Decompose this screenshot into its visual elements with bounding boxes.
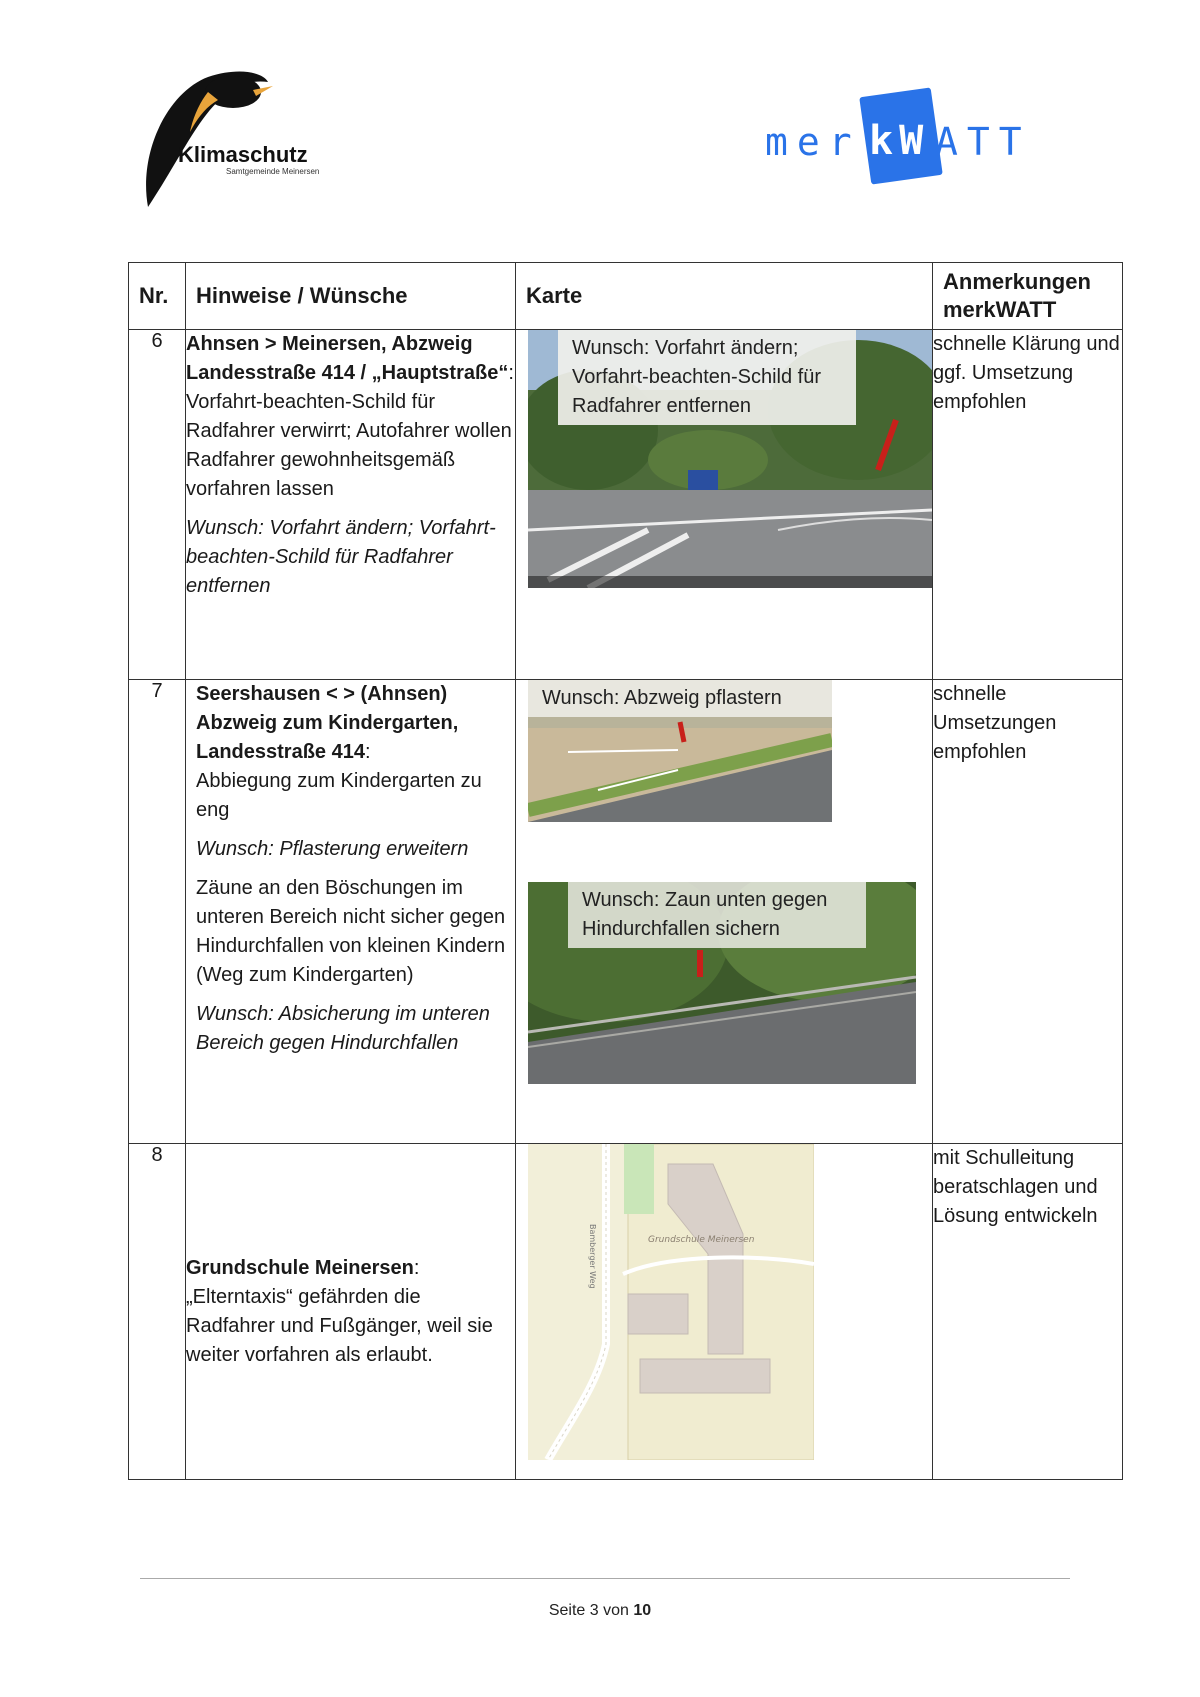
row-hinweise	[186, 680, 516, 1144]
table-row	[129, 680, 1123, 1144]
row-title: Seershausen < > (Ahnsen) Abzweig zum Kindergarten, Landesstraße 414	[196, 683, 459, 763]
merkwatt-logo-post: ATT	[935, 120, 1031, 164]
row-title: Grundschule Meinersen	[186, 1256, 414, 1279]
row-karte	[516, 1144, 933, 1480]
row-wish: Wunsch: Vorfahrt ändern; Vorfahrt-beachten-Schild für Radfahrer entfernen	[186, 517, 496, 597]
row-anmerkung: schnelle Umsetzungen empfohlen	[933, 680, 1123, 1144]
row-title-suffix: :	[413, 1256, 420, 1279]
row-number: 6	[129, 330, 186, 680]
header-karte: Karte	[516, 263, 933, 330]
table-header-row	[129, 263, 1123, 330]
row-wish-2: Wunsch: Absicherung im unteren Bereich gegen Hindurchfallen	[196, 1003, 490, 1054]
map-overlay-2: Wunsch: Zaun unten gegen Hindurchfallen sichern	[568, 882, 866, 948]
row-anmerkung: schnelle Klärung und ggf. Umsetzung empfohlen	[933, 330, 1123, 680]
fence-photo	[528, 882, 916, 1084]
school-map-image	[528, 1144, 814, 1460]
row-karte	[516, 680, 933, 1144]
klimaschutz-subtitle: Samtgemeinde Meinersen	[226, 167, 320, 176]
footer-divider	[140, 1578, 1070, 1579]
page-footer	[0, 1602, 1200, 1620]
merkwatt-logo	[765, 92, 1065, 182]
klimaschutz-logo	[138, 62, 338, 212]
school-map-street: Bamberger Weg	[588, 1224, 597, 1289]
table-row	[129, 1144, 1123, 1480]
table-row	[129, 330, 1123, 680]
row-wish: Wunsch: Pflasterung erweitern	[196, 838, 469, 860]
street-photo	[528, 330, 932, 588]
header-anmerkungen: Anmerkungen merkWATT	[933, 263, 1123, 330]
row-text: Abbiegung zum Kindergarten zu eng	[196, 770, 482, 821]
map-overlay: Wunsch: Vorfahrt ändern; Vorfahrt-beachten-Schild für Radfahrer entfernen	[558, 330, 856, 425]
row-anmerkung: mit Schulleitung beratschlagen und Lösung entwickeln	[933, 1144, 1123, 1480]
merkwatt-logo-pre: mer	[765, 120, 861, 164]
row-text-2: Zäune an den Böschungen im unteren Bereich nicht sicher gegen Hindurchfallen von kleinen Kindern (Weg zum Kindergarten)	[196, 877, 506, 986]
row-text: „Elterntaxis“ gefährden die Radfahrer und Fußgänger, weil sie weiter vorfahren als erlaubt.	[186, 1285, 493, 1366]
row-hinweise	[186, 330, 516, 680]
map-overlay: Wunsch: Abzweig pflastern	[528, 680, 832, 717]
row-number: 7	[129, 680, 186, 1144]
turnoff-photo	[528, 680, 832, 822]
row-title-suffix: :	[364, 741, 371, 763]
penguin-icon	[138, 62, 338, 212]
row-title: Ahnsen > Meinersen, Abzweig Landesstraße 414 / „Hauptstraße“	[186, 333, 509, 384]
header-hinweise: Hinweise / Wünsche	[186, 263, 516, 330]
row-title-suffix: :	[508, 362, 514, 384]
page-total: 10	[633, 1602, 652, 1619]
row-number: 8	[129, 1144, 186, 1480]
row-text: Vorfahrt-beachten-Schild für Radfahrer verwirrt; Autofahrer wollen Radfahrer gewohnheitsgemäß vorfahren lassen	[186, 391, 512, 500]
row-karte	[516, 330, 933, 680]
school-map	[528, 1144, 814, 1460]
school-map-label: Grundschule Meinersen	[648, 1235, 755, 1245]
klimaschutz-title: Klimaschutz	[178, 142, 308, 167]
header-nr: Nr.	[129, 263, 186, 330]
page-number-prefix: Seite 3 von	[548, 1602, 629, 1619]
row-hinweise	[186, 1144, 516, 1480]
hinweise-table	[128, 262, 1123, 1480]
merkwatt-logo-box-text: kW	[869, 118, 930, 164]
